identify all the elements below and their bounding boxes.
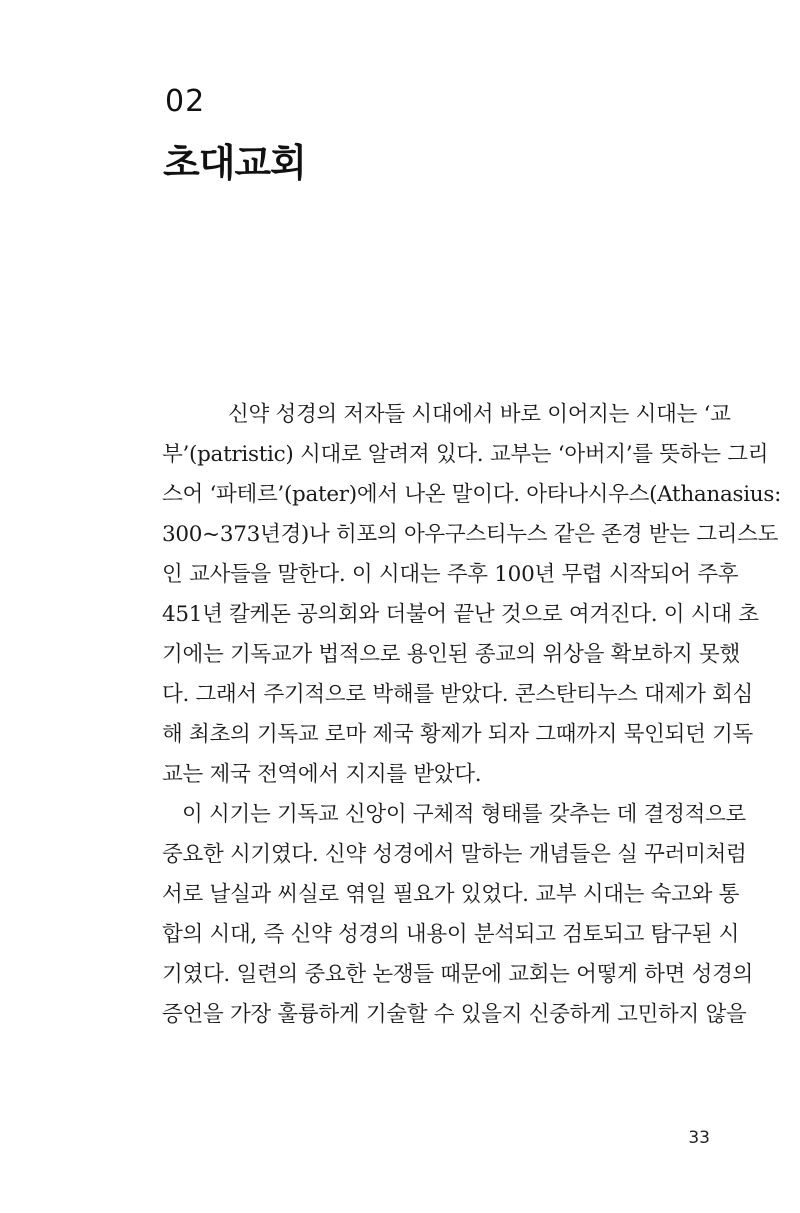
chapter-number: 02 <box>165 84 206 119</box>
text-line: 인 교사들을 말한다. 이 시대는 주후 100년 무렵 시작되어 주후 <box>162 562 739 587</box>
text-line: 서로 날실과 씨실로 엮일 필요가 있었다. 교부 시대는 숙고와 통 <box>162 882 740 907</box>
paragraph-1 <box>162 395 782 795</box>
body-text <box>162 395 782 1035</box>
page-number: 33 <box>688 1128 710 1148</box>
text-line: 다. 그래서 주기적으로 박해를 받았다. 콘스탄티누스 대제가 회심 <box>162 682 754 707</box>
chapter-title: 초대교회 <box>163 141 306 185</box>
text-line: 중요한 시기였다. 신약 성경에서 말하는 개념들은 실 꾸러미처럼 <box>162 842 747 867</box>
text-line: 부’(patristic) 시대로 알려져 있다. 교부는 ‘아버지’를 뜻하는 그리 <box>162 442 769 467</box>
text-line: 이 시기는 기독교 신앙이 구체적 형태를 갖추는 데 결정적으로 <box>182 802 747 827</box>
text-line: 스어 ‘파테르’(pater)에서 나온 말이다. 아타나시우스(Athanasius: <box>162 482 782 507</box>
text-line: 합의 시대, 즉 신약 성경의 내용이 분석되고 검토되고 탐구된 시 <box>162 922 740 947</box>
text-line: 해 최초의 기독교 로마 제국 황제가 되자 그때까지 묵인되던 기독 <box>162 722 754 747</box>
text-line: 신약 성경의 저자들 시대에서 바로 이어지는 시대는 ‘교 <box>228 402 731 427</box>
text-line: 451년 칼케돈 공의회와 더불어 끝난 것으로 여겨진다. 이 시대 초 <box>162 602 759 627</box>
text-line: 교는 제국 전역에서 지지를 받았다. <box>162 762 482 787</box>
paragraph-2 <box>162 795 754 1035</box>
text-line: 기였다. 일련의 중요한 논쟁들 때문에 교회는 어떻게 하면 성경의 <box>162 962 754 987</box>
text-line: 300~373년경)나 히포의 아우구스티누스 같은 존경 받는 그리스도 <box>162 522 779 547</box>
text-line: 기에는 기독교가 법적으로 용인된 종교의 위상을 확보하지 못했 <box>162 642 740 667</box>
text-line: 증언을 가장 훌륭하게 기술할 수 있을지 신중하게 고민하지 않을 <box>162 1002 747 1027</box>
